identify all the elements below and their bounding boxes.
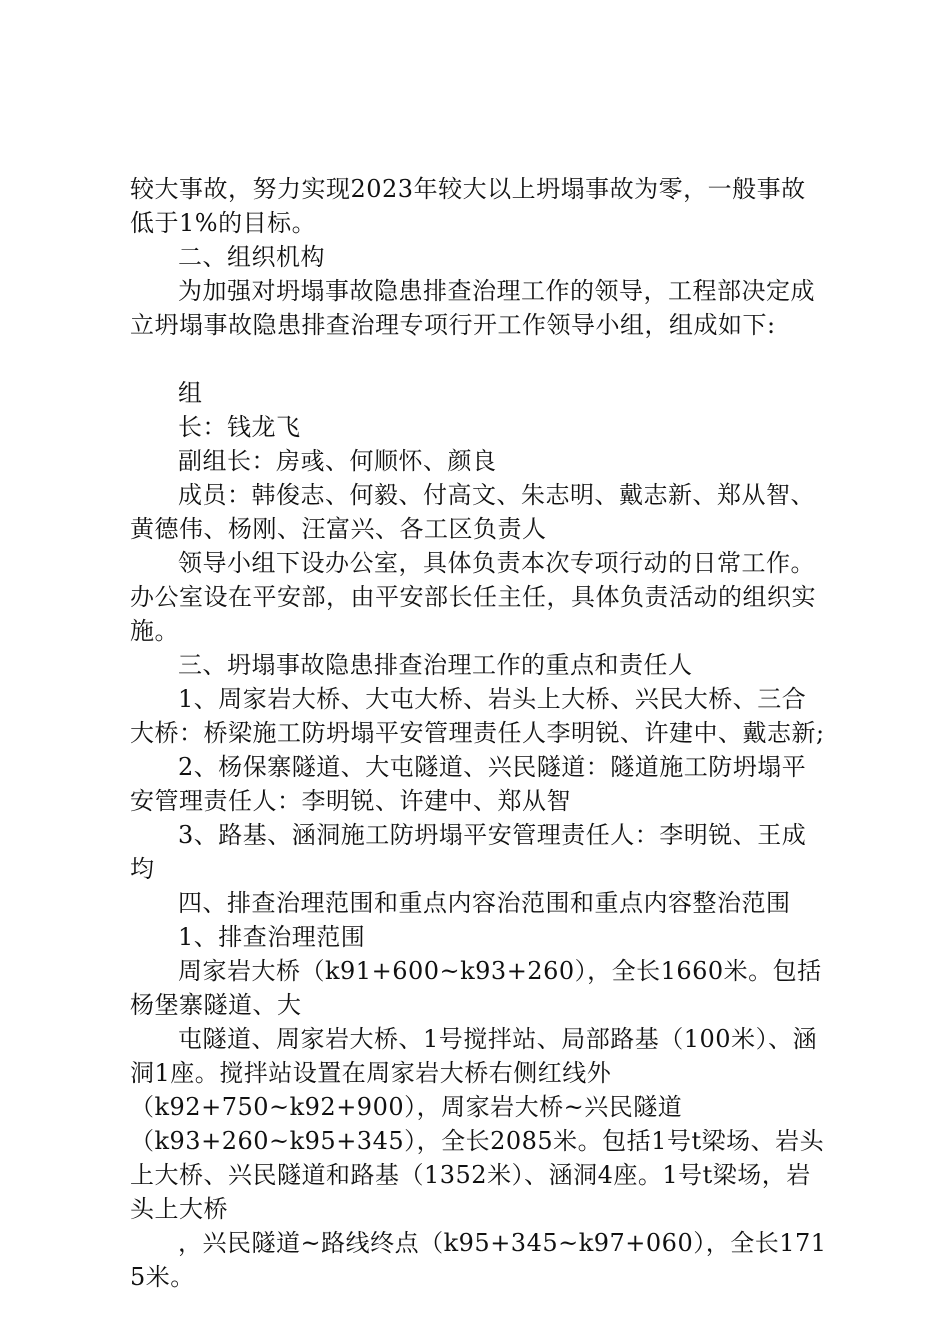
paragraph-target: 较大事故，努力实现2023年较大以上坍塌事故为零，一般事故低于1%的目标。	[130, 175, 806, 237]
paragraph-datun-tunnel: 屯隧道、周家岩大桥、1号搅拌站、局部路基（100米）、涵洞1座。搅拌站设置在周家岩大桥右侧红线外	[130, 1025, 818, 1087]
document-body	[130, 172, 830, 1294]
line-deputy-leaders: 副组长：房彧、何顺怀、颜良	[178, 447, 497, 475]
line-range-k92: （k92+750~k92+900），周家岩大桥~兴民隧道	[130, 1093, 683, 1121]
item-tunnels: 2、杨保寨隧道、大屯隧道、兴民隧道：隧道施工防坍塌平安管理责任人：李明锐、许建中、郑从智	[130, 753, 807, 815]
item-bridges: 1、周家岩大桥、大屯大桥、岩头上大桥、兴民大桥、三合大桥：桥梁施工防坍塌平安管理责任人李明锐、许建中、戴志新;	[130, 685, 825, 747]
heading-key-points: 三、坍塌事故隐患排查治理工作的重点和责任人	[178, 651, 693, 679]
heading-scope: 四、排查治理范围和重点内容治范围和重点内容整治范围	[178, 889, 791, 917]
paragraph-office: 领导小组下设办公室，具体负责本次专项行动的日常工作。办公室设在平安部，由平安部长任主任，具体负责活动的组织实施。	[130, 549, 816, 645]
line-group: 组	[178, 379, 203, 407]
line-group-leader: 长：钱龙飞	[178, 413, 301, 441]
paragraph-leadership-group: 为加强对坍塌事故隐患排查治理工作的领导，工程部决定成立坍塌事故隐患排查治理专项行开工作领导小组，组成如下:	[130, 277, 815, 339]
paragraph-range-k93: （k93+260~k95+345），全长2085米。包括1号t梁场、岩头上大桥、兴民隧道和路基（1352米）、涵洞4座。1号t梁场，岩头上大桥	[130, 1127, 825, 1223]
blank-line	[130, 342, 830, 376]
paragraph-zhoujiayan-bridge: 周家岩大桥（k91+600~k93+260），全长1660米。包括杨堡寨隧道、大	[130, 957, 822, 1019]
item-roadbed-culverts: 3、路基、涵洞施工防坍塌平安管理责任人：李明锐、王成均	[130, 821, 807, 883]
line-range-k95: ，兴民隧道~路线终点（k95+345~k97+060），全长1715米。	[130, 1229, 827, 1291]
heading-organization: 二、组织机构	[178, 243, 325, 271]
subheading-scope: 1、排查治理范围	[178, 923, 366, 951]
paragraph-members: 成员：韩俊志、何毅、付高文、朱志明、戴志新、郑从智、黄德伟、杨刚、汪富兴、各工区负责人	[130, 481, 815, 543]
